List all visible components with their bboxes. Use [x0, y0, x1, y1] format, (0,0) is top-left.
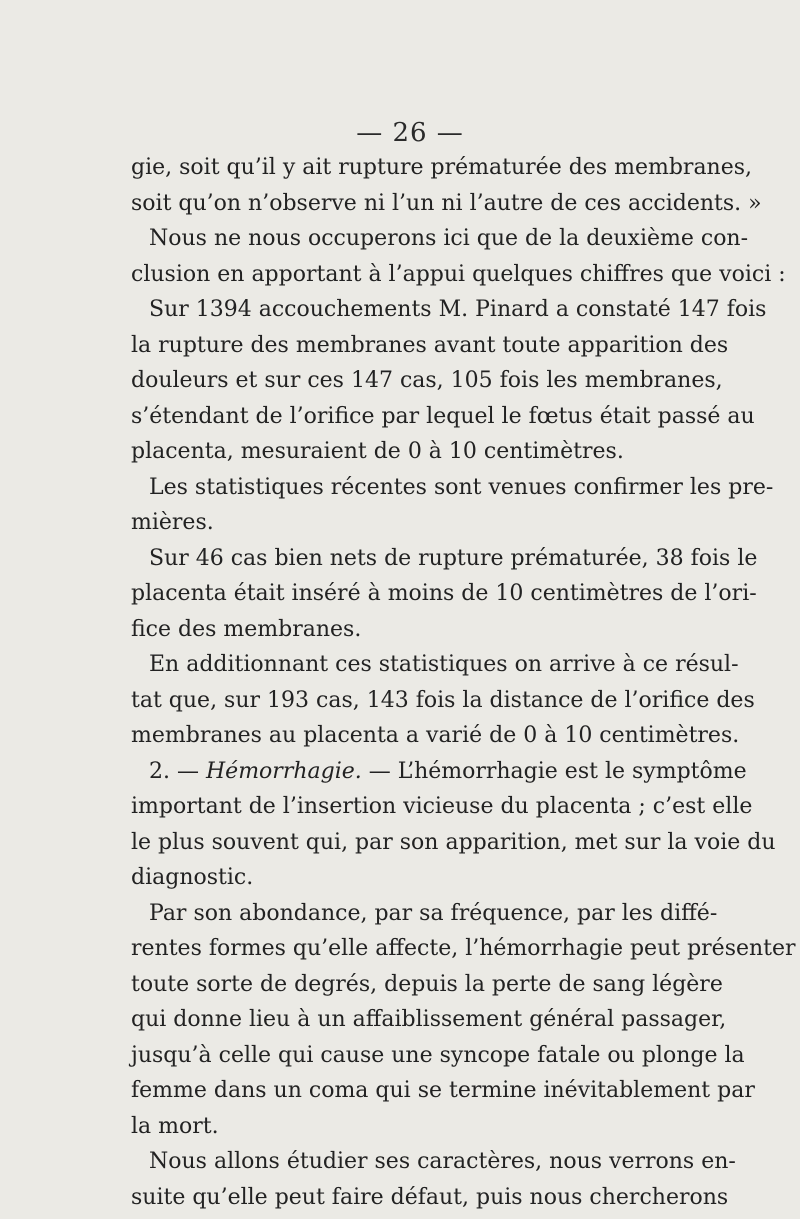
- text-segment: douleurs et sur ces 147 cas, 105 fois les membranes,: [131, 368, 723, 393]
- text-segment: placenta, mesuraient de 0 à 10 centimètres.: [131, 439, 624, 464]
- text-line: [131, 647, 739, 683]
- text-segment: suite qu’elle peut faire défaut, puis nous chercherons: [131, 1184, 729, 1210]
- text-segment: le plus souvent qui, par son apparition, met sur la voie du: [131, 829, 776, 855]
- text-line: [131, 718, 740, 754]
- text-line: [131, 754, 747, 790]
- text-segment: Nous allons étudier ses caractères, nous verrons en-: [149, 1149, 736, 1174]
- text-segment: placenta était inséré à moins de 10 centimètres de l’ori-: [131, 581, 757, 606]
- text-segment: — L’hémorrhagie est le symptôme: [361, 758, 747, 784]
- text-line: [131, 505, 705, 541]
- text-line: [131, 931, 796, 967]
- text-line: [131, 967, 723, 1003]
- text-segment: soit qu’on n’observe ni l’un ni l’autre de ces accidents. »: [131, 190, 762, 216]
- text-line: [131, 1109, 705, 1145]
- text-segment: qui donne lieu à un affaiblissement général passager,: [131, 1007, 727, 1032]
- text-line: [131, 292, 767, 328]
- page-number: — 26 —: [356, 118, 464, 148]
- text-line: [131, 470, 774, 506]
- text-line: [131, 150, 753, 186]
- text-line: [131, 186, 762, 222]
- text-segment: femme dans un coma qui se termine inévitablement par: [131, 1078, 755, 1103]
- text-line: [131, 1073, 755, 1109]
- text-segment: jusqu’à celle qui cause une syncope fatale ou plonge la: [131, 1042, 745, 1068]
- text-segment: gie, soit qu’il y ait rupture prématurée des membranes,: [131, 155, 753, 180]
- text-segment: Par son abondance, par sa fréquence, par les diffé-: [149, 900, 718, 926]
- text-segment: Nous ne nous occuperons ici que de la deuxième con-: [149, 226, 749, 251]
- text-line: [131, 576, 757, 612]
- text-segment: la rupture des membranes avant toute apparition des: [131, 332, 729, 358]
- text-segment: rentes formes qu’elle affecte, l’hémorrhagie peut présenter: [131, 936, 796, 961]
- text-line: [131, 825, 776, 861]
- text-segment: Sur 1394 accouchements M. Pinard a constaté 147 fois: [149, 297, 767, 322]
- text-line: [131, 363, 723, 399]
- text-line: [131, 541, 758, 577]
- text-line: [131, 1002, 727, 1038]
- text-segment: tat que, sur 193 cas, 143 fois la distance de l’orifice des: [131, 687, 755, 713]
- text-segment: toute sorte de degrés, depuis la perte de sang légère: [131, 971, 723, 997]
- text-line: [131, 434, 705, 470]
- text-segment: fice des membranes.: [131, 616, 362, 642]
- text-line: [131, 612, 705, 648]
- body-text: [131, 150, 796, 1215]
- text-segment: clusion en apportant à l’appui quelques chiffres que voici :: [131, 261, 786, 287]
- text-line: [131, 1144, 736, 1180]
- text-line: [131, 683, 755, 719]
- text-segment: Les statistiques récentes sont venues confirmer les pre-: [149, 474, 774, 500]
- text-segment: En additionnant ces statistiques on arrive à ce résul-: [149, 652, 739, 677]
- text-segment: important de l’insertion vicieuse du placenta ; c’est elle: [131, 794, 753, 819]
- text-line: [131, 257, 786, 293]
- text-line: [131, 1038, 745, 1074]
- text-line: [131, 896, 718, 932]
- text-line: [131, 1180, 729, 1216]
- section-heading-italic: Hémorrhagie.: [205, 758, 362, 784]
- text-segment: 2. —: [149, 758, 206, 784]
- text-segment: membranes au placenta a varié de 0 à 10 centimètres.: [131, 723, 740, 748]
- text-line: [131, 328, 729, 364]
- text-line: [131, 221, 749, 257]
- text-line: [131, 399, 755, 435]
- text-segment: diagnostic.: [131, 865, 254, 890]
- text-line: [131, 860, 705, 896]
- text-line: [131, 789, 753, 825]
- text-segment: s’étendant de l’orifice par lequel le fœtus était passé au: [131, 403, 755, 429]
- text-segment: Sur 46 cas bien nets de rupture prématurée, 38 fois le: [149, 545, 758, 571]
- text-segment: la mort.: [131, 1113, 219, 1139]
- text-segment: mières.: [131, 510, 214, 535]
